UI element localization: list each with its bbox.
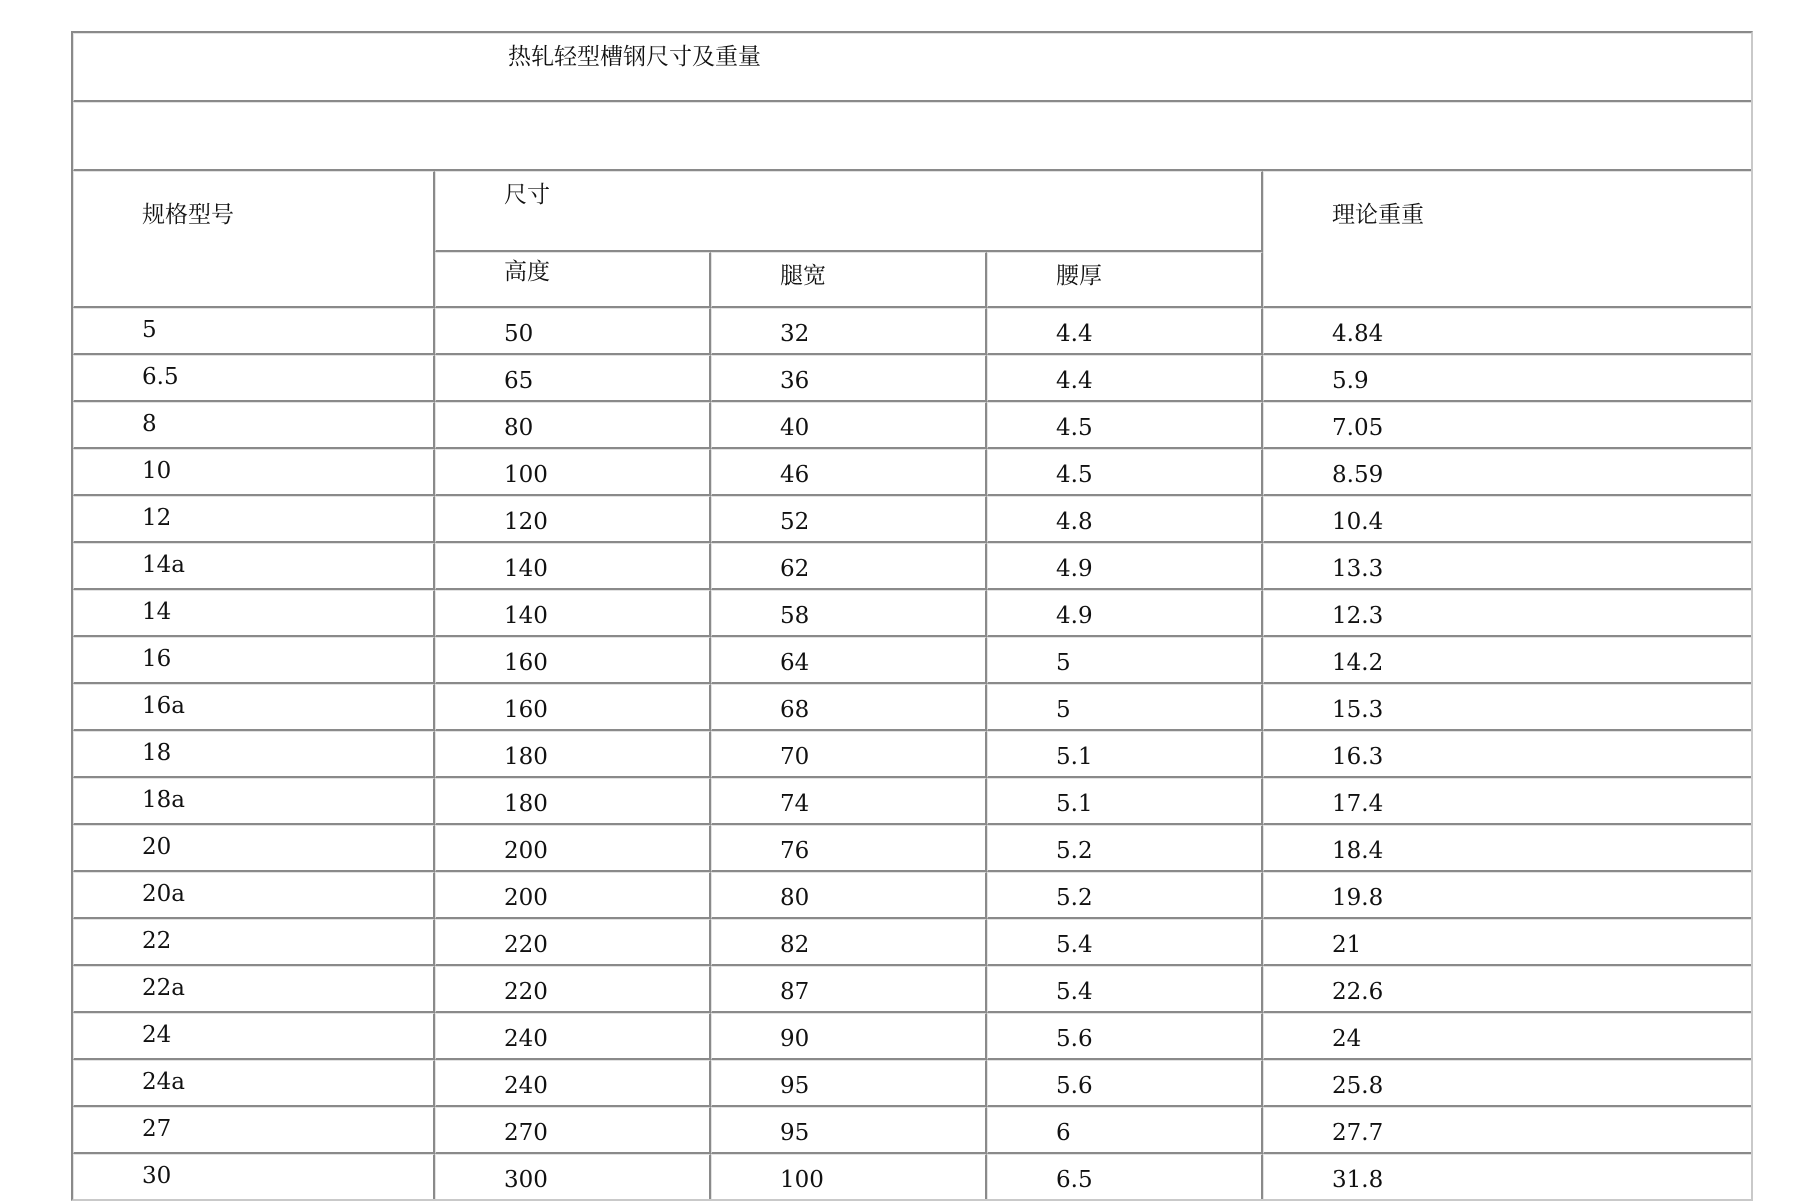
table-cell-waist-thickness xyxy=(987,919,1263,966)
table-cell-leg-width xyxy=(711,308,987,355)
table-cell-height xyxy=(435,355,711,402)
cell-value: 87 xyxy=(780,979,810,1005)
header-height: 高度 xyxy=(504,259,550,286)
cell-value: 24a xyxy=(142,1069,185,1095)
table-cell-spec xyxy=(73,1060,435,1107)
header-dimensions: 尺寸 xyxy=(504,182,550,208)
cell-value: 5 xyxy=(142,317,157,343)
cell-value: 70 xyxy=(780,744,810,770)
cell-value: 10 xyxy=(142,458,172,484)
cell-value: 6 xyxy=(1056,1120,1071,1146)
cell-value: 5.4 xyxy=(1056,932,1093,958)
cell-value: 16.3 xyxy=(1332,744,1384,770)
table-cell-leg-width xyxy=(711,872,987,919)
table-row xyxy=(73,1060,1751,1107)
cell-value: 5.6 xyxy=(1056,1073,1093,1099)
cell-value: 40 xyxy=(780,415,810,441)
table-row xyxy=(73,731,1751,778)
cell-value: 100 xyxy=(780,1167,824,1193)
table-cell-height xyxy=(435,449,711,496)
table-cell-height xyxy=(435,543,711,590)
table-cell-weight xyxy=(1263,872,1751,919)
table-cell-weight xyxy=(1263,496,1751,543)
cell-value: 220 xyxy=(504,979,548,1005)
header-weight-cell xyxy=(1263,171,1751,308)
cell-value: 30 xyxy=(142,1163,172,1189)
table-cell-waist-thickness xyxy=(987,966,1263,1013)
header-spec-cell xyxy=(73,171,435,308)
table-cell-waist-thickness xyxy=(987,449,1263,496)
table-cell-waist-thickness xyxy=(987,825,1263,872)
cell-value: 4.84 xyxy=(1332,321,1384,347)
cell-value: 7.05 xyxy=(1332,415,1384,441)
table-row xyxy=(73,825,1751,872)
cell-value: 76 xyxy=(780,838,810,864)
cell-value: 270 xyxy=(504,1120,548,1146)
cell-value: 180 xyxy=(504,791,548,817)
cell-value: 5.9 xyxy=(1332,368,1369,394)
table-cell-weight xyxy=(1263,966,1751,1013)
table-cell-spec xyxy=(73,872,435,919)
table-cell-weight xyxy=(1263,1107,1751,1154)
table-cell-leg-width xyxy=(711,778,987,825)
table-row xyxy=(73,355,1751,402)
cell-value: 27.7 xyxy=(1332,1120,1384,1146)
table-cell-height xyxy=(435,1107,711,1154)
cell-value: 16 xyxy=(142,646,172,672)
table-cell-leg-width xyxy=(711,1060,987,1107)
cell-value: 32 xyxy=(780,321,810,347)
table-cell-weight xyxy=(1263,1154,1751,1199)
table-cell-waist-thickness xyxy=(987,1107,1263,1154)
cell-value: 27 xyxy=(142,1116,172,1142)
cell-value: 14 xyxy=(142,599,172,625)
table-cell-spec xyxy=(73,449,435,496)
table-row xyxy=(73,496,1751,543)
table-cell-weight xyxy=(1263,825,1751,872)
cell-value: 21 xyxy=(1332,932,1362,958)
table-row xyxy=(73,684,1751,731)
table-cell-waist-thickness xyxy=(987,872,1263,919)
cell-value: 4.9 xyxy=(1056,603,1093,629)
cell-value: 18a xyxy=(142,787,185,813)
cell-value: 5.6 xyxy=(1056,1026,1093,1052)
table-cell-weight xyxy=(1263,1013,1751,1060)
table-cell-leg-width xyxy=(711,355,987,402)
cell-value: 74 xyxy=(780,791,810,817)
cell-value: 19.8 xyxy=(1332,885,1384,911)
header-leg-width-cell xyxy=(711,252,987,308)
table-cell-weight xyxy=(1263,402,1751,449)
table-row xyxy=(73,872,1751,919)
table-cell-weight xyxy=(1263,543,1751,590)
table-cell-waist-thickness xyxy=(987,1060,1263,1107)
table-cell-height xyxy=(435,590,711,637)
table-cell-height xyxy=(435,778,711,825)
cell-value: 68 xyxy=(780,697,810,723)
table-row xyxy=(73,1154,1751,1199)
table-row xyxy=(73,919,1751,966)
table-cell-leg-width xyxy=(711,543,987,590)
cell-value: 50 xyxy=(504,321,534,347)
cell-value: 180 xyxy=(504,744,548,770)
cell-value: 4.5 xyxy=(1056,462,1093,488)
table-row xyxy=(73,637,1751,684)
cell-value: 120 xyxy=(504,509,548,535)
cell-value: 36 xyxy=(780,368,810,394)
cell-value: 18.4 xyxy=(1332,838,1384,864)
cell-value: 80 xyxy=(780,885,810,911)
table-cell-spec xyxy=(73,966,435,1013)
cell-value: 22.6 xyxy=(1332,979,1384,1005)
table-cell-leg-width xyxy=(711,684,987,731)
table-cell-height xyxy=(435,919,711,966)
cell-value: 5.2 xyxy=(1056,838,1093,864)
table-cell-leg-width xyxy=(711,825,987,872)
table-cell-waist-thickness xyxy=(987,1154,1263,1199)
cell-value: 58 xyxy=(780,603,810,629)
table-cell-weight xyxy=(1263,731,1751,778)
cell-value: 220 xyxy=(504,932,548,958)
cell-value: 6.5 xyxy=(1056,1167,1093,1193)
table-cell-height xyxy=(435,684,711,731)
cell-value: 16a xyxy=(142,693,185,719)
table-cell-leg-width xyxy=(711,1107,987,1154)
cell-value: 4.8 xyxy=(1056,509,1093,535)
table-cell-height xyxy=(435,308,711,355)
table-cell-waist-thickness xyxy=(987,402,1263,449)
table-cell-weight xyxy=(1263,684,1751,731)
cell-value: 20a xyxy=(142,881,185,907)
table-row xyxy=(73,308,1751,355)
table-cell-spec xyxy=(73,308,435,355)
table-cell-height xyxy=(435,1154,711,1199)
table-cell-waist-thickness xyxy=(987,637,1263,684)
cell-value: 8.59 xyxy=(1332,462,1384,488)
cell-value: 5.2 xyxy=(1056,885,1093,911)
cell-value: 300 xyxy=(504,1167,548,1193)
table-cell-height xyxy=(435,496,711,543)
table-cell-spec xyxy=(73,590,435,637)
cell-value: 160 xyxy=(504,650,548,676)
table-cell-height xyxy=(435,402,711,449)
cell-value: 12 xyxy=(142,505,172,531)
cell-value: 64 xyxy=(780,650,810,676)
cell-value: 200 xyxy=(504,885,548,911)
table-cell-leg-width xyxy=(711,496,987,543)
cell-value: 5.1 xyxy=(1056,744,1093,770)
header-row xyxy=(73,171,1751,252)
table-cell-weight xyxy=(1263,778,1751,825)
cell-value: 65 xyxy=(504,368,534,394)
cell-value: 95 xyxy=(780,1073,810,1099)
table-cell-spec xyxy=(73,825,435,872)
table-cell-spec xyxy=(73,637,435,684)
table-cell-spec xyxy=(73,731,435,778)
header-height-cell xyxy=(435,252,711,308)
table-row xyxy=(73,543,1751,590)
cell-value: 5.1 xyxy=(1056,791,1093,817)
table-row xyxy=(73,449,1751,496)
table-cell-waist-thickness xyxy=(987,1013,1263,1060)
cell-value: 95 xyxy=(780,1120,810,1146)
cell-value: 46 xyxy=(780,462,810,488)
cell-value: 140 xyxy=(504,603,548,629)
table-cell-height xyxy=(435,825,711,872)
cell-value: 240 xyxy=(504,1073,548,1099)
title-cell xyxy=(73,33,1751,102)
table-cell-spec xyxy=(73,778,435,825)
table-cell-spec xyxy=(73,919,435,966)
cell-value: 5 xyxy=(1056,650,1071,676)
table-cell-weight xyxy=(1263,308,1751,355)
steel-channel-table xyxy=(71,31,1753,1201)
table-cell-height xyxy=(435,637,711,684)
table-cell-height xyxy=(435,731,711,778)
table-cell-weight xyxy=(1263,919,1751,966)
cell-value: 17.4 xyxy=(1332,791,1384,817)
cell-value: 13.3 xyxy=(1332,556,1384,582)
table-cell-leg-width xyxy=(711,637,987,684)
blank-row xyxy=(73,102,1751,171)
table-cell-weight xyxy=(1263,1060,1751,1107)
cell-value: 140 xyxy=(504,556,548,582)
table-cell-waist-thickness xyxy=(987,496,1263,543)
table-row xyxy=(73,402,1751,449)
cell-value: 4.4 xyxy=(1056,321,1093,347)
table-cell-waist-thickness xyxy=(987,778,1263,825)
cell-value: 4.4 xyxy=(1056,368,1093,394)
table-cell-spec xyxy=(73,496,435,543)
table-row xyxy=(73,1107,1751,1154)
table-cell-leg-width xyxy=(711,919,987,966)
table-cell-height xyxy=(435,1060,711,1107)
header-leg-width: 腿宽 xyxy=(780,263,826,290)
table-cell-height xyxy=(435,872,711,919)
table-cell-leg-width xyxy=(711,449,987,496)
table-cell-weight xyxy=(1263,449,1751,496)
cell-value: 24 xyxy=(1332,1026,1362,1052)
table-cell-waist-thickness xyxy=(987,590,1263,637)
cell-value: 82 xyxy=(780,932,810,958)
table-cell-weight xyxy=(1263,590,1751,637)
table-body xyxy=(73,33,1751,1199)
table-cell-leg-width xyxy=(711,966,987,1013)
table-cell-spec xyxy=(73,402,435,449)
table-row xyxy=(73,1013,1751,1060)
cell-value: 22 xyxy=(142,928,172,954)
cell-value: 90 xyxy=(780,1026,810,1052)
cell-value: 80 xyxy=(504,415,534,441)
title-row xyxy=(73,33,1751,102)
cell-value: 4.9 xyxy=(1056,556,1093,582)
cell-value: 14a xyxy=(142,552,185,578)
cell-value: 24 xyxy=(142,1022,172,1048)
cell-value: 6.5 xyxy=(142,364,179,390)
cell-value: 52 xyxy=(780,509,810,535)
cell-value: 160 xyxy=(504,697,548,723)
header-waist-thickness-cell xyxy=(987,252,1263,308)
table-cell-leg-width xyxy=(711,590,987,637)
header-dimensions-cell xyxy=(435,171,1263,252)
table-cell-leg-width xyxy=(711,731,987,778)
table-row xyxy=(73,778,1751,825)
cell-value: 10.4 xyxy=(1332,509,1384,535)
table-cell-leg-width xyxy=(711,402,987,449)
cell-value: 18 xyxy=(142,740,172,766)
cell-value: 240 xyxy=(504,1026,548,1052)
table-cell-spec xyxy=(73,1154,435,1199)
cell-value: 14.2 xyxy=(1332,650,1384,676)
header-weight: 理论重重 xyxy=(1332,202,1424,228)
table-cell-weight xyxy=(1263,637,1751,684)
table-cell-leg-width xyxy=(711,1154,987,1199)
table-cell-leg-width xyxy=(711,1013,987,1060)
table-cell-spec xyxy=(73,1107,435,1154)
cell-value: 20 xyxy=(142,834,172,860)
table-cell-weight xyxy=(1263,355,1751,402)
table-row xyxy=(73,966,1751,1013)
cell-value: 15.3 xyxy=(1332,697,1384,723)
header-waist-thickness: 腰厚 xyxy=(1056,263,1102,290)
table-title: 热轧轻型槽钢尺寸及重量 xyxy=(508,44,761,70)
cell-value: 22a xyxy=(142,975,185,1001)
table-row xyxy=(73,590,1751,637)
cell-value: 12.3 xyxy=(1332,603,1384,629)
cell-value: 31.8 xyxy=(1332,1167,1384,1193)
cell-value: 100 xyxy=(504,462,548,488)
table-cell-spec xyxy=(73,1013,435,1060)
table-cell-waist-thickness xyxy=(987,308,1263,355)
table-cell-waist-thickness xyxy=(987,731,1263,778)
table-cell-height xyxy=(435,966,711,1013)
table-cell-spec xyxy=(73,684,435,731)
cell-value: 8 xyxy=(142,411,157,437)
blank-cell xyxy=(73,102,1751,171)
cell-value: 200 xyxy=(504,838,548,864)
cell-value: 25.8 xyxy=(1332,1073,1384,1099)
table-cell-waist-thickness xyxy=(987,355,1263,402)
table-cell-waist-thickness xyxy=(987,543,1263,590)
cell-value: 4.5 xyxy=(1056,415,1093,441)
cell-value: 62 xyxy=(780,556,810,582)
table-cell-height xyxy=(435,1013,711,1060)
table-cell-waist-thickness xyxy=(987,684,1263,731)
cell-value: 5.4 xyxy=(1056,979,1093,1005)
header-spec: 规格型号 xyxy=(142,202,234,228)
table-cell-spec xyxy=(73,543,435,590)
cell-value: 5 xyxy=(1056,697,1071,723)
table-cell-spec xyxy=(73,355,435,402)
